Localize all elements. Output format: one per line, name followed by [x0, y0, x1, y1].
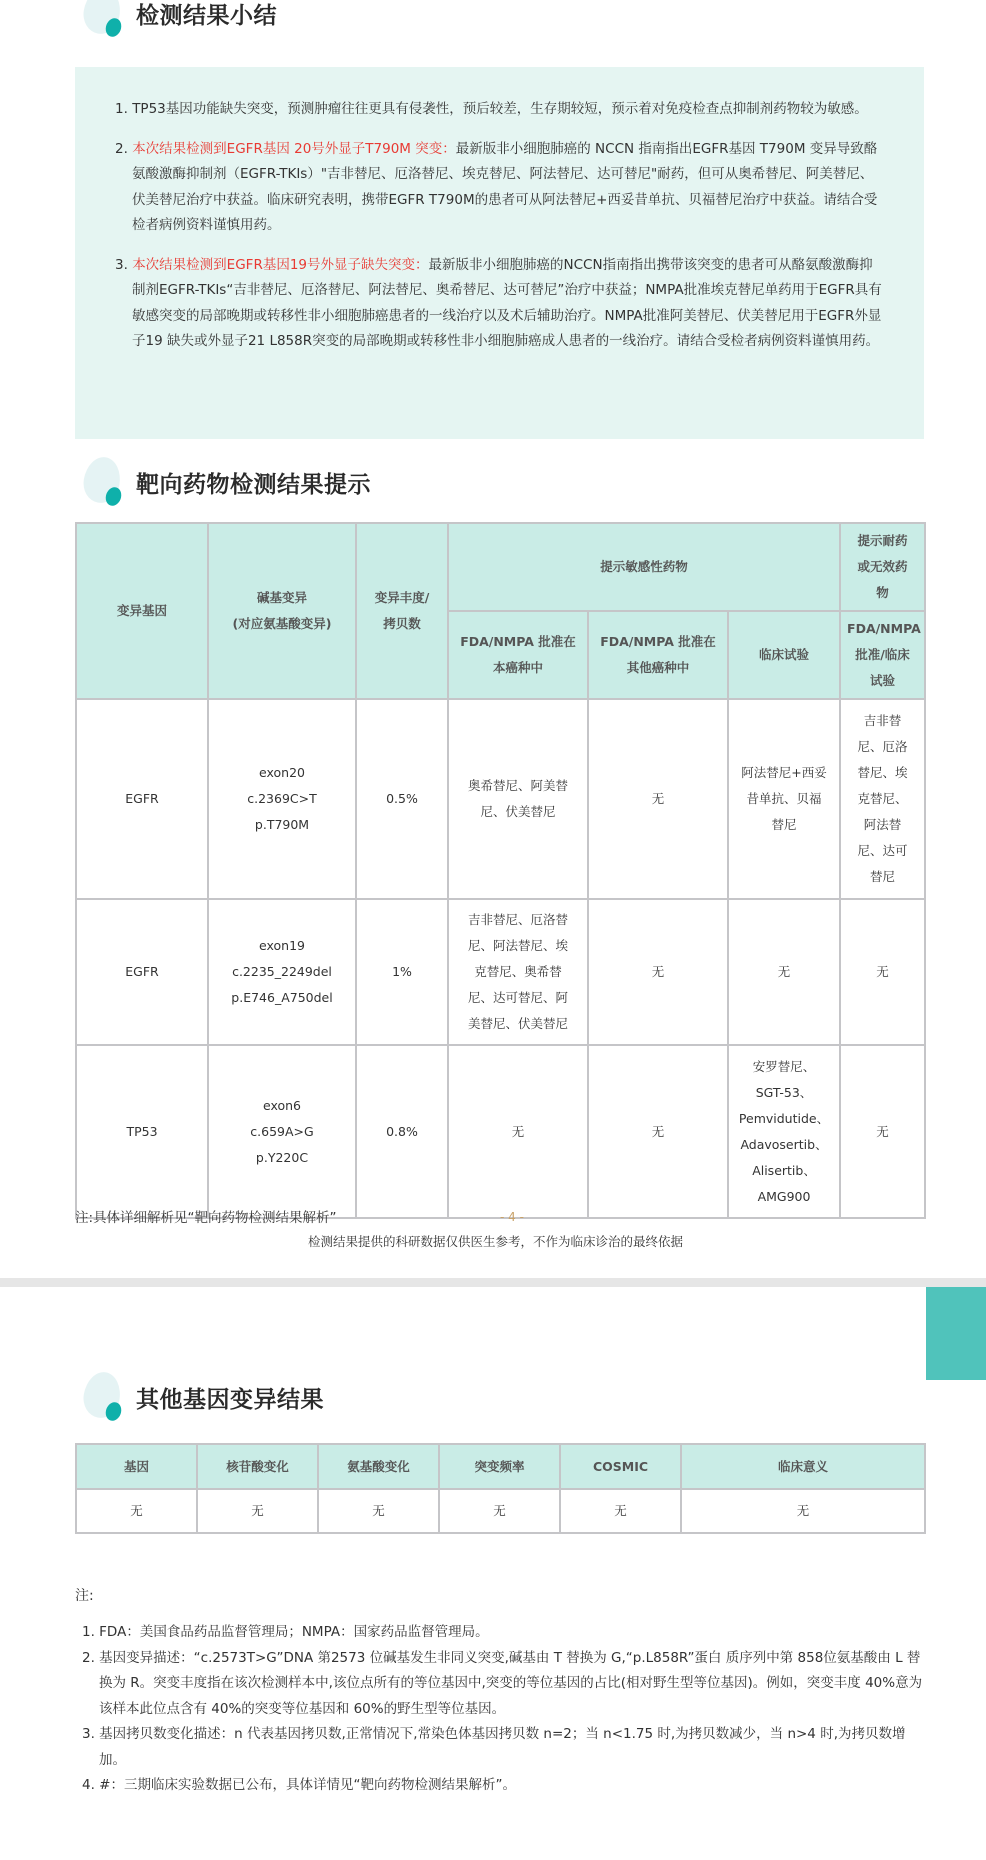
notes-list	[82, 1620, 932, 1799]
page-divider	[0, 1278, 986, 1287]
note-item: 1. FDA：美国食品药品监督管理局；NMPA：国家药品监督管理局。	[82, 1624, 489, 1640]
section-heading-targeted	[80, 457, 371, 507]
header-resistant-drugs: 提示耐药 或无效药 物	[840, 523, 925, 611]
heading-bubble-icon	[80, 1372, 128, 1422]
heading-bubble-icon	[80, 0, 128, 38]
heading-bubble-icon	[80, 457, 128, 507]
header-sensitive-drugs: 提示敏感性药物	[448, 523, 840, 611]
table-row: EGFR exon19 c.2235_2249del p.E746_A750del 1% 吉非替尼、厄洛替 尼、阿法替尼、埃 克替尼、奥希替 尼、达可替尼、阿 美替尼、伏美替尼 无 无 无	[76, 899, 925, 1045]
section-heading-summary	[80, 0, 277, 38]
header-gene: 变异基因	[76, 523, 208, 699]
table-row: EGFR exon20 c.2369C>T p.T790M 0.5% 奥希替尼、阿美替 尼、伏美替尼 无 阿法替尼+西妥 昔单抗、贝福 替尼 吉非替 尼、厄洛 替尼、埃 克替尼、 阿法替 尼、达可 替尼	[76, 699, 925, 899]
header-frequency: 突变频率	[439, 1444, 560, 1489]
summary-box	[75, 67, 924, 439]
note-item: 3. 基因拷贝数变化描述：n 代表基因拷贝数,正常情况下,常染色体基因拷贝数 n=2；当 n<1.75 时,为拷贝数减少，当 n>4 时,为拷贝数增加。	[82, 1726, 906, 1768]
summary-highlight: 本次结果检测到EGFR基因19号外显子缺失突变：	[132, 256, 429, 273]
disclaimer: 检测结果提供的科研数据仅供医生参考，不作为临床诊治的最终依据	[308, 1234, 684, 1249]
section-title: 靶向药物检测结果提示	[136, 471, 371, 498]
header-other-cancer: FDA/NMPA 批准在 其他癌种中	[588, 611, 728, 699]
header-significance: 临床意义	[681, 1444, 925, 1489]
header-this-cancer: FDA/NMPA 批准在 本癌种中	[448, 611, 588, 699]
note-item: 4. #：三期临床实验数据已公布，具体详情见“靶向药物检测结果解析”。	[82, 1777, 516, 1793]
note-item: 2. 基因变异描述：“c.2573T>G”DNA 第2573 位碱基发生非同义突变,碱基由 T 替换为 G,“p.L858R”蛋白 质序列中第 858位氨基酸由 L 替换为 R。突变丰度指在该次检测样本中,该位点所有的等位基因中,突变的等位基因的占比(相对野生型等位基因)。例如，突变丰度 40%意为该样本此位点含有 40%的突变等位基因和 60%的野生型等位基因。	[82, 1649, 923, 1717]
table-row: TP53 exon6 c.659A>G p.Y220C 0.8% 无 无 安罗替尼、 SGT-53、 Pemvidutide、 Adavosertib、 Alisertib、 AMG900 无	[76, 1045, 925, 1218]
header-base-change: 碱基变异 (对应氨基酸变异)	[208, 523, 356, 699]
header-cosmic: COSMIC	[560, 1444, 681, 1489]
page-number: - 4 -	[500, 1210, 524, 1224]
summary-item: 2. 本次结果检测到EGFR基因 20号外显子T790M 突变：最新版非小细胞肺癌的 NCCN 指南指出EGFR基因 T790M 变异导致酪氨酸激酶抑制剂（EGFR-TKIs）"吉非替尼、厄洛替尼、埃克替尼、阿法替尼、达可替尼"耐药，但可从奥希替尼、阿美替尼、伏美替尼治疗中获益。临床研究表明，携带EGFR T790M的患者可从阿法替尼+西妥昔单抗、贝福替尼治疗中获益。请结合受检者病例资料谨慎用药。	[115, 140, 878, 233]
header-abundance: 变异丰度/ 拷贝数	[356, 523, 448, 699]
header-resistant-sub: FDA/NMPA 批准/临床 试验	[840, 611, 925, 699]
header-clinical-trial: 临床试验	[728, 611, 840, 699]
table-row: 无 无 无 无 无 无	[76, 1489, 925, 1533]
summary-item: 1. TP53基因功能缺失突变，预测肿瘤往往更具有侵袭性，预后较差，生存期较短，预示着对免疫检查点抑制剂药物较为敏感。	[115, 101, 868, 117]
targeted-drug-table	[75, 522, 926, 1219]
table-note: 注:具体详细解析见“靶向药物检测结果解析”	[75, 1210, 337, 1226]
summary-item: 3. 本次结果检测到EGFR基因19号外显子缺失突变：最新版非小细胞肺癌的NCCN指南指出携带该突变的患者可从酪氨酸激酶抑制剂EGFR-TKIs“吉非替尼、厄洛替尼、阿法替尼、奥希替尼、达可替尼”治疗中获益；NMPA批准埃克替尼单药用于EGFR具有敏感突变的局部晚期或转移性非小细胞肺癌患者的一线治疗以及术后辅助治疗。NMPA批准阿美替尼、伏美替尼用于EGFR外显子19 缺失或外显子21 L858R突变的局部晚期或转移性非小细胞肺癌成人患者的一线治疗。请结合受检者病例资料谨慎用药。	[115, 256, 882, 349]
section-heading-other	[80, 1372, 324, 1422]
side-tab-decoration	[926, 1287, 986, 1380]
header-amino-acid: 氨基酸变化	[318, 1444, 439, 1489]
header-gene: 基因	[76, 1444, 197, 1489]
notes-title: 注:	[75, 1588, 94, 1604]
section-title: 其他基因变异结果	[136, 1386, 324, 1413]
summary-list	[115, 97, 884, 355]
other-variants-table	[75, 1443, 926, 1534]
summary-highlight: 本次结果检测到EGFR基因 20号外显子T790M 突变：	[132, 140, 456, 157]
section-title: 检测结果小结	[136, 2, 277, 29]
header-nucleotide: 核苷酸变化	[197, 1444, 318, 1489]
